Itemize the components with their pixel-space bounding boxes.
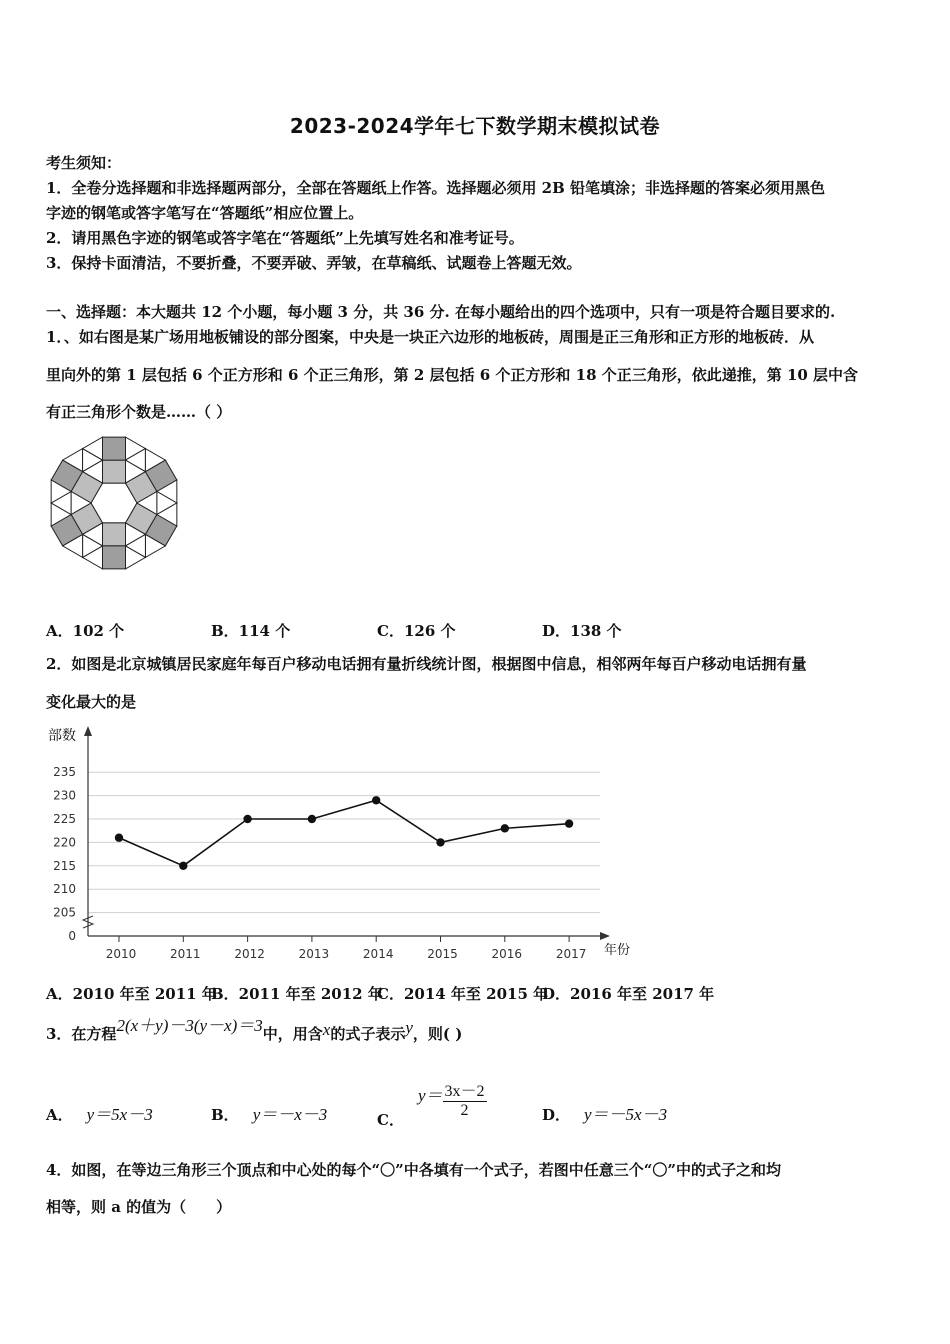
question-1-text: 有正三角形个数是……（ ） <box>46 403 232 421</box>
data-point <box>436 838 444 846</box>
x-axis-arrow <box>600 932 610 940</box>
chart-series <box>115 796 574 870</box>
option-a[interactable]: A．102 个 <box>46 622 125 640</box>
y-axis-label: 部数 <box>48 728 76 744</box>
notice-item: 2．请用黑色字迹的钢笔或答字笔在“答题纸”上先填写姓名和准考证号。 <box>46 229 524 247</box>
option-b[interactable] <box>211 1100 327 1125</box>
option-label: A． <box>46 1106 73 1124</box>
q3-middle: 的式子表示 <box>330 1025 406 1043</box>
y-tick-label: 230 <box>53 788 76 803</box>
square-tile <box>103 523 126 546</box>
q3-middle: 中，用含 <box>262 1025 323 1043</box>
square-tile <box>103 437 126 460</box>
option-d[interactable] <box>542 1100 667 1125</box>
section-heading: 一、选择题：本大题共 12 个小题，每小题 3 分，共 36 分. 在每小题给出的四个选项中，只有一项是符合题目要求的. <box>46 303 836 321</box>
question-4-text: 4．如图，在等边三角形三个顶点和中心处的每个“〇”中各填有一个式子，若图中任意三个“〇”中的式子之和均 <box>46 1161 781 1179</box>
tiling-figure <box>44 432 184 574</box>
y-tick-label: 0 <box>68 929 76 943</box>
option-expr: y＝－5x－3 <box>584 1105 668 1124</box>
x-tick-label: 2010 <box>105 947 137 961</box>
q3-var-y: y <box>405 1018 413 1037</box>
chart-axes <box>83 726 610 940</box>
data-point <box>372 796 380 804</box>
data-point <box>308 815 316 823</box>
option-c[interactable] <box>377 1078 487 1129</box>
option-c[interactable]: C．2014 年至 2015 年 <box>377 985 549 1003</box>
data-point <box>179 862 187 870</box>
notice-item: 字迹的钢笔或答字笔写在“答题纸”相应位置上。 <box>46 204 364 222</box>
option-a[interactable]: A．2010 年至 2011 年 <box>46 985 217 1003</box>
x-tick-labels <box>106 936 587 961</box>
chart-grid <box>88 772 600 912</box>
option-label: C． <box>377 1111 404 1129</box>
y-axis-arrow <box>84 726 92 736</box>
q3-prefix: 3．在方程 <box>46 1025 117 1043</box>
x-tick-label: 2014 <box>362 947 394 961</box>
x-tick-label: 2017 <box>555 947 587 961</box>
option-expr: y＝－x－3 <box>252 1105 328 1124</box>
option-expr: y＝5x－3 <box>86 1105 153 1124</box>
q3-suffix: ，则( ) <box>412 1025 463 1043</box>
option-label: D． <box>542 1106 571 1124</box>
axis-break <box>83 916 93 928</box>
x-axis-label: 年份 <box>604 943 631 958</box>
y-tick-label: 220 <box>53 835 76 850</box>
option-fraction <box>443 1078 487 1120</box>
notice-item: 1．全卷分选择题和非选择题两部分，全部在答题纸上作答。选择题必须用 2B 铅笔填涂；非选择题的答案必须用黑色 <box>46 179 826 197</box>
option-label: B． <box>211 1106 239 1124</box>
series-line <box>119 800 569 866</box>
option-b[interactable]: B．2011 年至 2012 年 <box>211 985 383 1003</box>
q3-var-x: x <box>322 1020 331 1039</box>
x-tick-label: 2016 <box>491 947 523 961</box>
x-tick-label: 2013 <box>298 947 330 961</box>
option-d[interactable]: D．2016 年至 2017 年 <box>542 985 715 1003</box>
x-tick-label: 2015 <box>427 947 458 961</box>
question-1-text: 1．、如右图是某广场用地板铺设的部分图案，中央是一块正六边形的地板砖，周围是正三角形和正方形的地板砖．从 <box>46 328 814 346</box>
option-a[interactable] <box>46 1100 153 1125</box>
data-point <box>501 824 509 832</box>
question-2-text: 2．如图是北京城镇居民家庭年每百户移动电话拥有量折线统计图，根据图中信息，相邻两年每百户移动电话拥有量 <box>46 655 807 673</box>
data-point <box>115 834 123 842</box>
option-d[interactable]: D．138 个 <box>542 622 622 640</box>
line-chart <box>40 722 640 968</box>
notice-item: 3．保持卡面清洁，不要折叠，不要弄破、弄皱，在草稿纸、试题卷上答题无效。 <box>46 254 582 272</box>
q3-equation: 2(x＋y)－3(y－x)＝3 <box>116 1016 263 1035</box>
y-tick-label: 205 <box>53 905 76 920</box>
notice-heading: 考生须知： <box>46 154 122 172</box>
x-tick-label: 2012 <box>234 947 265 961</box>
x-tick-label: 2011 <box>170 947 201 961</box>
square-tile <box>103 460 126 483</box>
data-point <box>565 819 573 827</box>
fraction-numerator: 3x－2 <box>443 1078 487 1102</box>
y-tick-label: 225 <box>53 812 76 826</box>
y-tick-labels <box>53 765 76 943</box>
question-4-text: 相等，则 a 的值为（ ） <box>46 1198 232 1216</box>
option-lhs: y＝ <box>417 1086 443 1105</box>
data-point <box>243 815 251 823</box>
page-title: 2023-2024学年七下数学期末模拟试卷 <box>289 114 661 138</box>
question-2-text: 变化最大的是 <box>46 693 137 711</box>
question-1-text: 里向外的第 1 层包括 6 个正方形和 6 个正三角形，第 2 层包括 6 个正方形和 18 个正三角形，依此递推，第 10 层中含 <box>46 366 859 384</box>
square-tile <box>103 546 126 569</box>
y-tick-label: 210 <box>53 882 76 897</box>
option-c[interactable]: C．126 个 <box>377 622 456 640</box>
y-tick-label: 215 <box>53 858 76 873</box>
fraction-denominator: 2 <box>460 1102 469 1119</box>
option-b[interactable]: B．114 个 <box>211 622 291 640</box>
y-tick-label: 235 <box>53 765 76 780</box>
question-3-text <box>46 1016 910 1044</box>
